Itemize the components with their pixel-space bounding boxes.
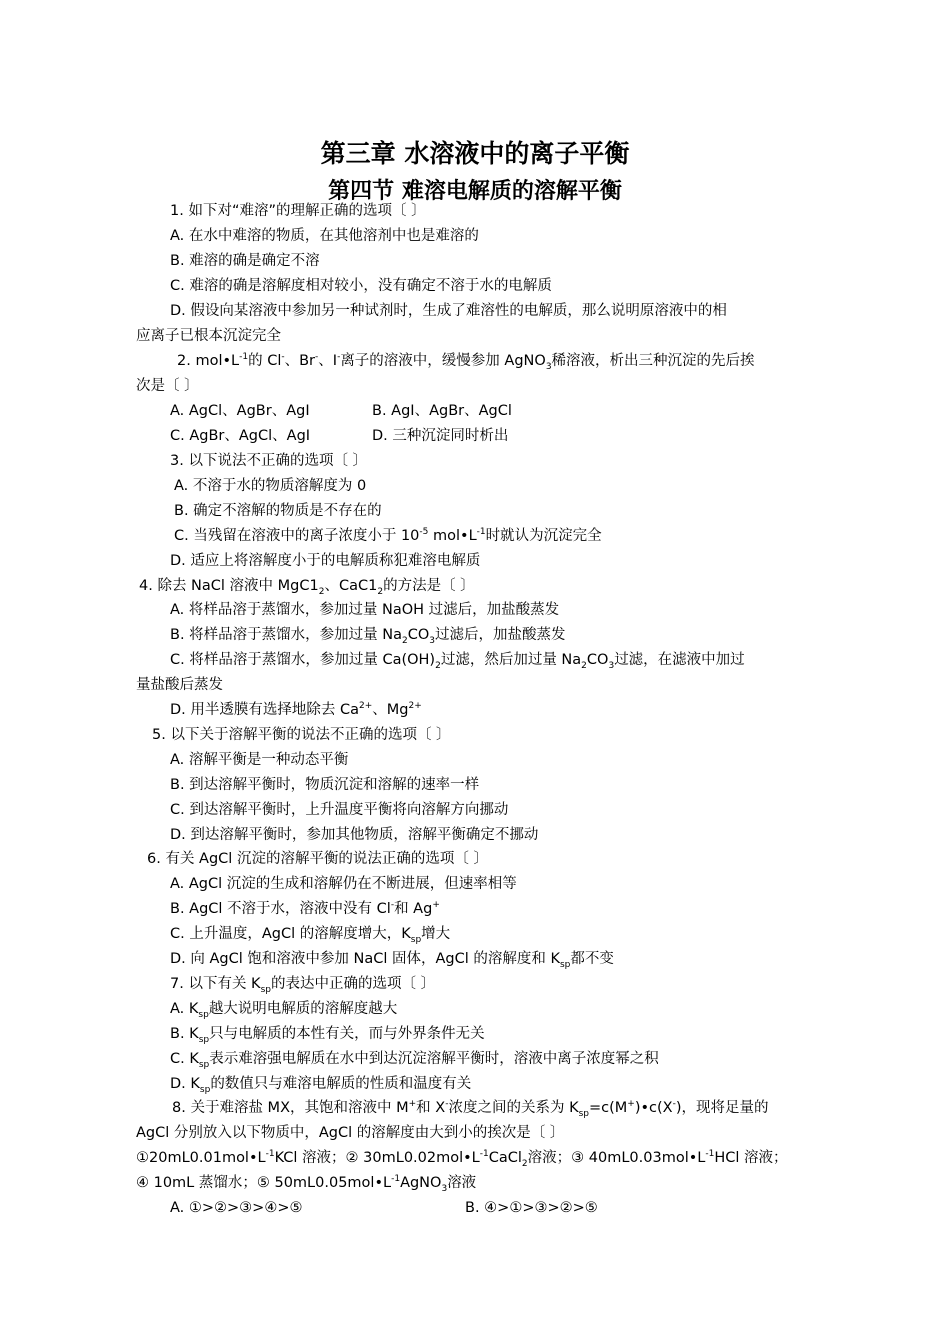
text-line — [136, 1124, 564, 1142]
line-text: 7. 以下有关 K — [170, 976, 261, 992]
line-text: )，现将足量的 — [675, 1100, 769, 1116]
line-text: 和 X — [416, 1100, 446, 1116]
line-text: 稀溶液，析出三种沉淀的先后挨 — [551, 353, 755, 369]
supscript-text: + — [627, 1099, 635, 1110]
text-line — [170, 302, 727, 320]
line-text: 、CaC1 — [324, 578, 378, 594]
text-line — [174, 502, 382, 520]
text-line — [170, 950, 614, 968]
text-line — [372, 402, 512, 420]
line-text: B. AgCl 不溶于水，溶液中没有 Cl — [170, 901, 391, 917]
line-text: D. 向 AgCl 饱和溶液中参加 NaCl 固体，AgCl 的溶解度和 K — [170, 951, 560, 967]
line-text: C. 当残留在溶液中的离子浓度小于 10 — [174, 528, 420, 544]
line-text: D. 假设向某溶液中参加另一种试剂时，生成了难溶性的电解质，那么说明原溶液中的相 — [170, 303, 727, 319]
supscript-text: - — [672, 1099, 676, 1110]
line-text: 增大 — [421, 926, 451, 942]
supscript-text: -1 — [476, 527, 486, 538]
text-line — [136, 377, 199, 395]
subscript-text: 2 — [402, 635, 408, 646]
line-text: 都不变 — [570, 951, 614, 967]
subscript-text: sp — [578, 1108, 589, 1119]
text-line — [170, 601, 559, 619]
line-text: CO — [407, 627, 430, 643]
line-text: KCl 溶液；② 30mL0.02mol•L — [274, 1150, 480, 1166]
line-text: 2. mol•L — [177, 353, 240, 369]
subscript-text: 2 — [318, 586, 325, 597]
line-text: 的表达中正确的选项〔 〕 — [270, 976, 436, 992]
line-text: 3. 以下说法不正确的选项〔 〕 — [170, 453, 368, 469]
supscript-text: - — [445, 1099, 449, 1110]
text-line — [170, 875, 517, 893]
line-text: 过滤后，加盐酸蒸发 — [435, 627, 566, 643]
subscript-text: 3 — [608, 660, 615, 671]
subscript-text: sp — [198, 1059, 210, 1070]
line-text: A. AgCl、AgBr、AgI — [170, 403, 310, 419]
text-line — [170, 1025, 485, 1043]
line-text: 4. 除去 NaCl 溶液中 MgC1 — [139, 578, 319, 594]
supscript-text: - — [390, 900, 395, 911]
supscript-text: - — [337, 352, 341, 363]
line-text: D. 适应上将溶解度小于的电解质称犯难溶电解质 — [170, 553, 481, 569]
text-line — [170, 1000, 397, 1018]
line-text: 次是〔 〕 — [136, 378, 199, 394]
text-line — [170, 626, 566, 644]
line-text: 、Br — [284, 353, 316, 369]
line-text: B. 将样品溶于蒸馏水，参加过量 Na — [170, 627, 403, 643]
line-text: ①20mL0.01mol•L — [136, 1150, 266, 1166]
text-line — [139, 577, 475, 595]
text-line — [465, 1199, 598, 1217]
line-text: D. 三种沉淀同时析出 — [372, 428, 509, 444]
line-text: C. K — [170, 1051, 199, 1067]
line-text: B. 确定不溶解的物质是不存在的 — [174, 503, 382, 519]
line-text: mol•L — [428, 528, 477, 544]
line-text: A. 溶解平衡是一种动态平衡 — [170, 752, 349, 768]
chapter-title: 第三章 水溶液中的离子平衡 — [320, 139, 630, 168]
line-text: 和 Ag — [394, 901, 433, 917]
supscript-text: -1 — [239, 352, 249, 363]
text-line — [170, 402, 310, 420]
text-line — [170, 427, 310, 445]
line-text: 、I — [318, 353, 338, 369]
text-line — [170, 277, 552, 295]
line-text: 量盐酸后蒸发 — [136, 677, 223, 693]
text-line — [172, 1099, 769, 1117]
line-text: AgNO — [400, 1175, 442, 1191]
line-text: 的方法是〔 〕 — [383, 578, 475, 594]
subscript-text: sp — [260, 984, 271, 995]
subscript-text: 2 — [377, 586, 384, 597]
supscript-text: - — [315, 352, 319, 363]
text-line — [170, 552, 480, 570]
line-text: 、Mg — [372, 702, 409, 718]
line-text: 6. 有关 AgCl 沉淀的溶解平衡的说法正确的选项〔 〕 — [147, 851, 489, 867]
text-line — [170, 776, 479, 794]
subscript-text: sp — [559, 959, 571, 970]
subscript-text: sp — [199, 1084, 211, 1095]
line-text: A. 不溶于水的物质溶解度为 0 — [174, 478, 367, 494]
supscript-text: + — [408, 1099, 417, 1110]
subscript-text: sp — [410, 934, 422, 945]
line-text: 浓度之间的关系为 K — [448, 1100, 579, 1116]
text-line — [170, 801, 508, 819]
text-line — [170, 975, 435, 993]
line-text: 过滤，然后加过量 Na — [440, 652, 582, 668]
text-line — [170, 227, 479, 245]
text-line — [170, 925, 450, 943]
text-line — [170, 751, 348, 769]
line-text: B. 难溶的确是确定不溶 — [170, 253, 320, 269]
line-text: B. K — [170, 1026, 199, 1042]
line-text: B. ④>①>③>②>⑤ — [465, 1200, 598, 1216]
text-line — [152, 726, 451, 744]
text-line — [177, 352, 755, 370]
line-text: D. 用半透膜有选择地除去 Ca — [170, 702, 360, 718]
text-line — [147, 850, 488, 868]
text-line — [170, 701, 422, 719]
supscript-text: 2+ — [359, 701, 373, 712]
line-text: A. K — [170, 1001, 199, 1017]
line-text: 越大说明电解质的溶解度越大 — [208, 1001, 398, 1017]
line-text: CaCl — [488, 1150, 522, 1166]
supscript-text: -1 — [265, 1149, 275, 1160]
text-line — [170, 202, 426, 220]
line-text: B. 到达溶解平衡时，物质沉淀和溶解的速率一样 — [170, 777, 480, 793]
line-text: =c(M — [589, 1100, 628, 1116]
subscript-text: 2 — [521, 1158, 528, 1169]
line-text: 离子的溶液中，缓慢参加 AgNO — [340, 353, 546, 369]
supscript-text: + — [432, 900, 440, 911]
subscript-text: sp — [198, 1009, 209, 1020]
line-text: 1. 如下对“难溶”的理解正确的选项〔 〕 — [170, 203, 426, 219]
subscript-text: 2 — [435, 660, 441, 671]
line-text: A. 将样品溶于蒸馏水，参加过量 NaOH 过滤后，加盐酸蒸发 — [170, 602, 560, 618]
text-line — [170, 1050, 659, 1068]
supscript-text: -1 — [479, 1149, 489, 1160]
supscript-text: -1 — [391, 1174, 401, 1185]
text-line — [174, 477, 366, 495]
line-text: B. AgI、AgBr、AgCl — [372, 403, 512, 419]
text-line — [136, 327, 281, 345]
line-text: 应离子已根本沉淀完全 — [136, 328, 281, 344]
line-text: A. ①>②>③>④>⑤ — [170, 1200, 303, 1216]
line-text: D. K — [170, 1076, 200, 1092]
text-line — [170, 252, 320, 270]
line-text: 只与电解质的本性有关，而与外界条件无关 — [209, 1026, 485, 1042]
line-text: AgCl 分别放入以下物质中，AgCl 的溶解度由大到小的挨次是〔 〕 — [136, 1125, 565, 1141]
line-text: C. AgBr、AgCl、AgI — [170, 428, 311, 444]
text-line — [372, 427, 508, 445]
text-line — [136, 1149, 788, 1167]
line-text: ④ 10mL 蒸馏水；⑤ 50mL0.05mol•L — [136, 1175, 392, 1191]
text-line — [170, 1075, 471, 1093]
supscript-text: -5 — [419, 527, 429, 538]
line-text: C. 到达溶解平衡时，上升温度平衡将向溶解方向挪动 — [170, 802, 509, 818]
subscript-text: 3 — [429, 635, 436, 646]
line-text: )•c(X — [634, 1100, 673, 1116]
text-line — [136, 1174, 476, 1192]
line-text: CO — [586, 652, 609, 668]
line-text: A. AgCl 沉淀的生成和溶解仍在不断进展，但速率相等 — [170, 876, 517, 892]
text-line — [174, 527, 602, 545]
text-line — [170, 1199, 302, 1217]
line-text: 溶液；③ 40mL0.03mol•L — [527, 1150, 706, 1166]
section-title: 第四节 难溶电解质的溶解平衡 — [328, 179, 622, 204]
supscript-text: 2+ — [408, 701, 422, 712]
line-text: C. 难溶的确是溶解度相对较小，没有确定不溶于水的电解质 — [170, 278, 552, 294]
text-line — [170, 826, 538, 844]
line-text: 溶液 — [447, 1175, 477, 1191]
supscript-text: - — [281, 352, 285, 363]
line-text: 时就认为沉淀完全 — [485, 528, 602, 544]
line-text: 5. 以下关于溶解平衡的说法不正确的选项〔 〕 — [152, 727, 451, 743]
subscript-text: 3 — [441, 1183, 448, 1194]
subscript-text: 2 — [581, 660, 587, 671]
text-line — [136, 676, 223, 694]
supscript-text: -1 — [705, 1149, 715, 1160]
line-text: 的数值只与难溶电解质的性质和温度有关 — [210, 1076, 472, 1092]
line-text: D. 到达溶解平衡时，参加其他物质，溶解平衡确定不挪动 — [170, 827, 539, 843]
text-line — [170, 651, 745, 669]
line-text: 过滤，在滤液中加过 — [614, 652, 745, 668]
line-text: HCl 溶液； — [714, 1150, 788, 1166]
line-text: A. 在水中难溶的物质，在其他溶剂中也是难溶的 — [170, 228, 479, 244]
line-text: C. 将样品溶于蒸馏水，参加过量 Ca(OH) — [170, 652, 436, 668]
text-line — [170, 452, 367, 470]
line-text: C. 上升温度，AgCl 的溶解度增大，K — [170, 926, 411, 942]
text-line — [170, 900, 440, 918]
line-text: 的 Cl — [248, 353, 282, 369]
subscript-text: 3 — [545, 361, 552, 372]
line-text: 8. 关于难溶盐 MX，其饱和溶液中 M — [172, 1100, 409, 1116]
subscript-text: sp — [198, 1034, 210, 1045]
line-text: 表示难溶强电解质在水中到达沉淀溶解平衡时，溶液中离子浓度幂之积 — [209, 1051, 659, 1067]
